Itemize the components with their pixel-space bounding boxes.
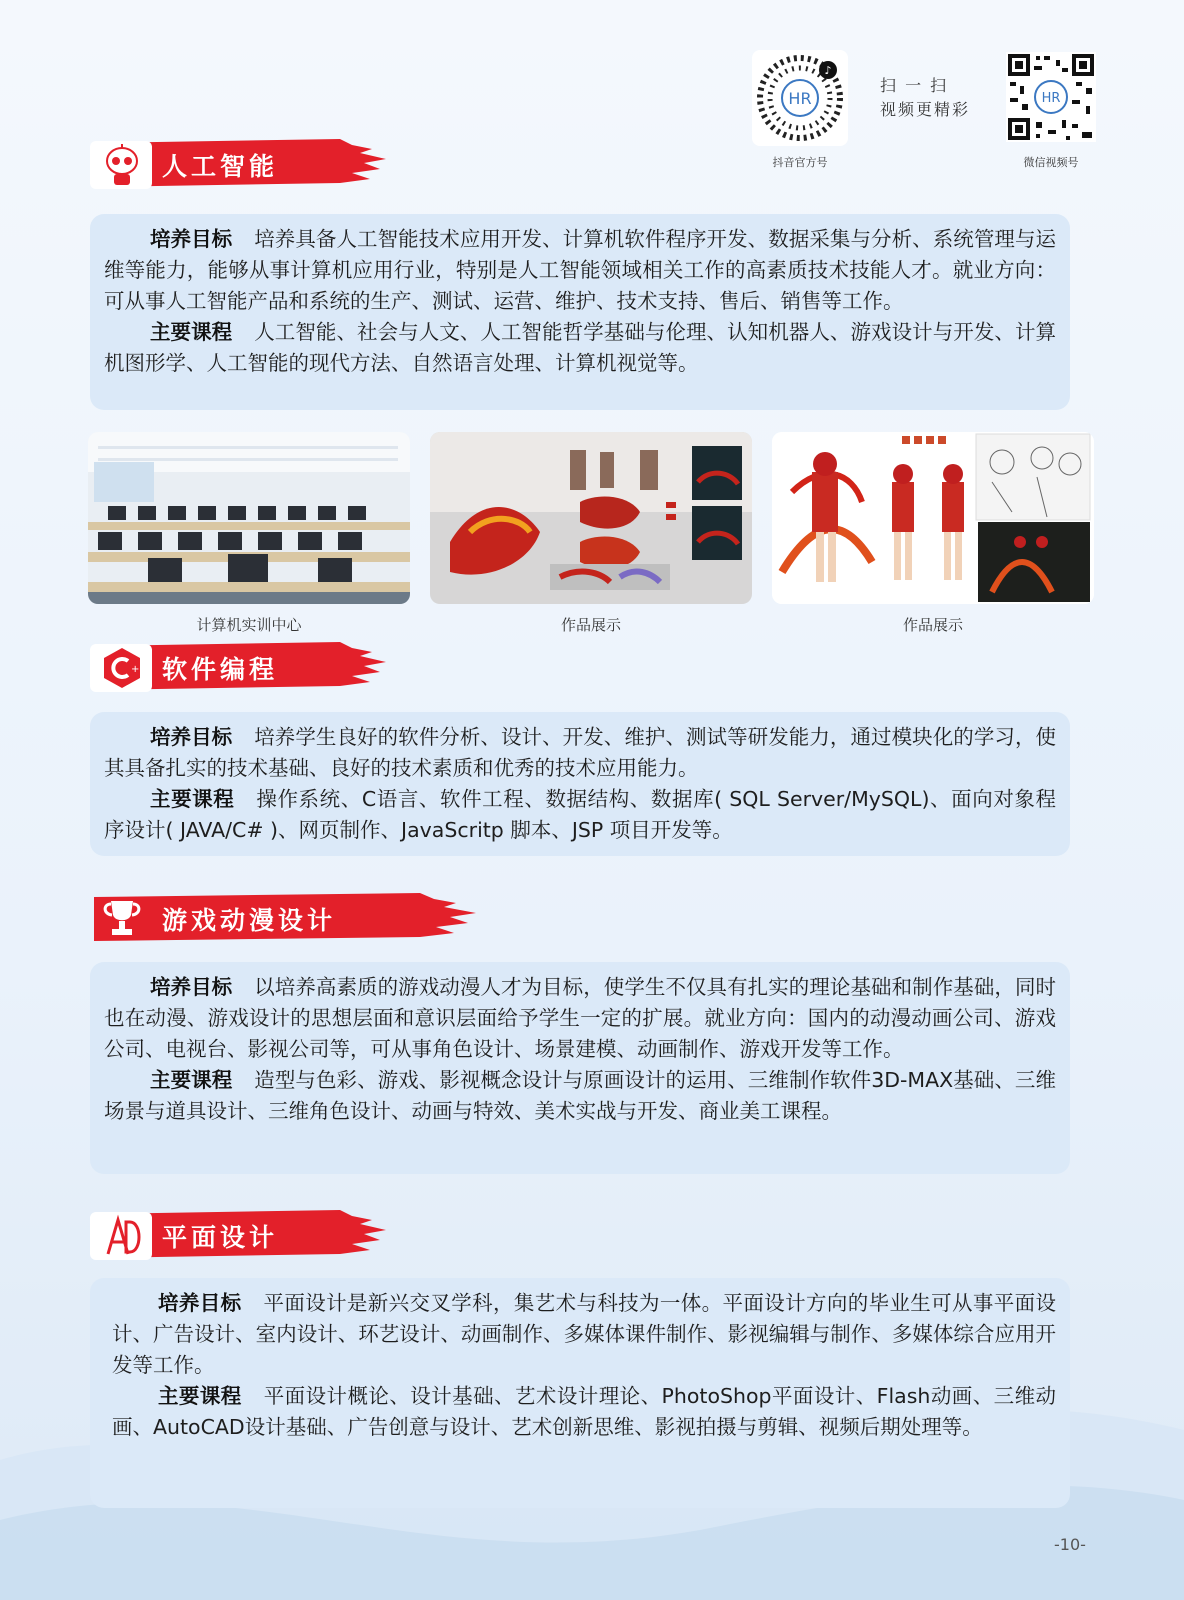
graphic-goal-label: 培养目标: [158, 1291, 242, 1315]
code-hexagon-icon: [100, 646, 144, 690]
douyin-caption: 抖音官方号: [772, 156, 828, 169]
photo-caption-1: 计算机实训中心: [196, 616, 302, 634]
photo-caption-2: 作品展示: [560, 616, 621, 634]
ai-course-paragraph: [104, 317, 1056, 379]
game-goal-paragraph: [104, 972, 1056, 1065]
scan-line-1: 扫 一 扫: [880, 76, 949, 95]
game-description-box: [90, 962, 1070, 1174]
computer-lab-photo: [88, 432, 410, 604]
section-title-software: 软件编程: [162, 655, 279, 684]
section-header-game: [90, 891, 480, 947]
ai-course-text: 人工智能、社会与人文、人工智能哲学基础与伦理、认知机器人、游戏设计与开发、计算机图形学、人工智能的现代方法、自然语言处理、计算机视觉等。: [104, 320, 1057, 375]
ai-description-box: [90, 214, 1070, 410]
game-goal-label: 培养目标: [150, 975, 233, 999]
graphic-course-text: 平面设计概论、设计基础、艺术设计理论、PhotoShop平面设计、Flash动画、三维动画、AutoCAD设计基础、广告创意与设计、艺术创新思维、影视拍摄与剪辑、视频后期处理等。: [112, 1384, 1057, 1439]
douyin-qr-code: [752, 50, 848, 146]
ai-course-label: 主要课程: [150, 320, 233, 344]
software-goal-text: 培养学生良好的软件分析、设计、开发、维护、测试等研发能力，通过模块化的学习，使其具备扎实的技术基础、良好的技术素质和优秀的技术应用能力。: [104, 725, 1057, 780]
svg-text:♪: ♪: [824, 64, 832, 77]
graphic-goal-text: 平面设计是新兴交叉学科，集艺术与科技为一体。平面设计方向的毕业生可从事平面设计、广告设计、室内设计、环艺设计、动画制作、多媒体课件制作、影视编辑与制作、多媒体综合应用开发等工作。: [112, 1291, 1057, 1377]
software-course-label: 主要课程: [150, 787, 235, 811]
section-title-game: 游戏动漫设计: [162, 906, 337, 935]
artwork-showcase-photo-2: [772, 432, 1094, 604]
section-title-graphic: 平面设计: [162, 1223, 279, 1252]
ai-goal-text: 培养具备人工智能技术应用开发、计算机软件程序开发、数据采集与分析、系统管理与运维等能力，能够从事计算机应用行业，特别是人工智能领域相关工作的高素质技术技能人才。就业方向：可从事人工智能产品和系统的生产、测试、运营、维护、技术支持、售后、销售等工作。: [104, 227, 1057, 313]
software-goal-paragraph: [104, 722, 1056, 784]
game-course-label: 主要课程: [150, 1068, 233, 1092]
svg-text:HR: HR: [788, 89, 812, 108]
design-compass-icon: [100, 1214, 144, 1258]
trophy-icon: [100, 897, 144, 941]
game-course-text: 造型与色彩、游戏、影视概念设计与原画设计的运用、三维制作软件3D-MAX基础、三维场景与道具设计、三维角色设计、动画与特效、美术实战与开发、商业美工课程。: [104, 1068, 1057, 1123]
section-title-ai: 人工智能: [162, 152, 279, 181]
game-course-paragraph: [104, 1065, 1056, 1127]
software-goal-label: 培养目标: [150, 725, 233, 749]
software-course-text: 操作系统、C语言、软件工程、数据结构、数据库( SQL Server/MySQL)、面向对象程序设计( JAVA/C# )、网页制作、JavaScritp 脚本、JSP 项目开发等。: [104, 787, 1057, 842]
svg-text:+: +: [131, 664, 140, 675]
page-number: -10-: [1054, 1535, 1086, 1554]
software-description-box: [90, 712, 1070, 856]
section-header-ai: [90, 137, 390, 193]
section-header-graphic: [90, 1208, 390, 1264]
wechat-qr-code: [1006, 52, 1096, 142]
svg-text:HR: HR: [1041, 91, 1061, 106]
software-course-paragraph: [104, 784, 1056, 846]
artwork-showcase-photo-1: [430, 432, 752, 604]
game-goal-text: 以培养高素质的游戏动漫人才为目标，使学生不仅具有扎实的理论基础和制作基础，同时也在动漫、游戏设计的思想层面和意识层面给予学生一定的扩展。就业方向：国内的动漫动画公司、游戏公司、电视台、影视公司等，可从事角色设计、场景建模、动画制作、游戏开发等工作。: [104, 975, 1057, 1061]
ai-goal-paragraph: [104, 224, 1056, 317]
photo-caption-3: 作品展示: [902, 616, 963, 634]
robot-icon: [100, 143, 144, 187]
wechat-caption: 微信视频号: [1023, 156, 1079, 169]
graphic-goal-paragraph: [112, 1288, 1056, 1381]
scan-line-2: 视频更精彩: [880, 100, 971, 119]
scan-prompt: [880, 74, 970, 122]
section-header-software: [90, 640, 390, 696]
graphic-course-label: 主要课程: [158, 1384, 242, 1408]
graphic-description-box: [90, 1278, 1070, 1508]
graphic-course-paragraph: [112, 1381, 1056, 1443]
ai-goal-label: 培养目标: [150, 227, 233, 251]
